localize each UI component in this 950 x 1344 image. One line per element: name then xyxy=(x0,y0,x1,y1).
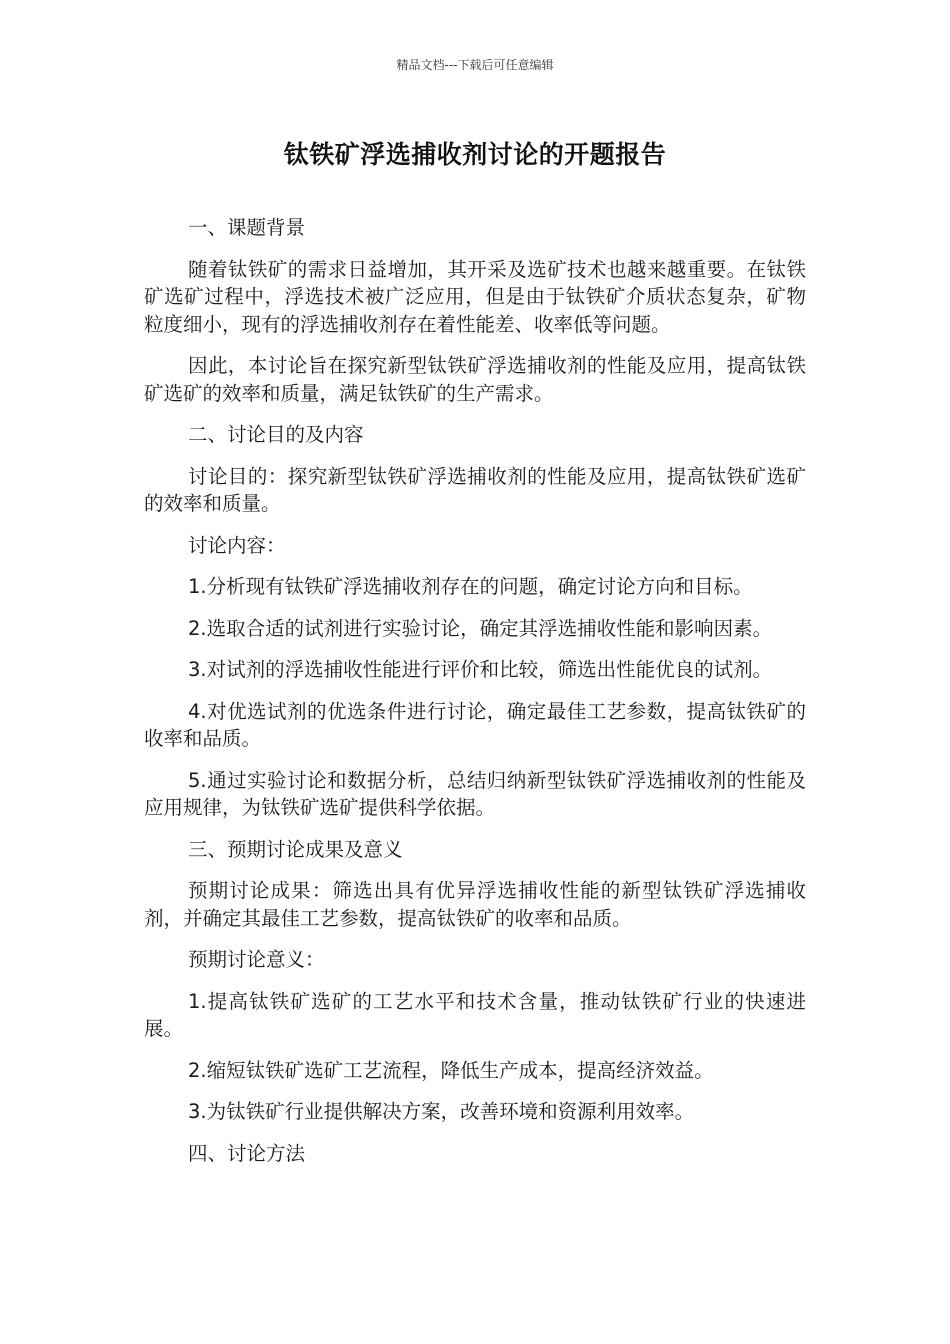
paragraph: 因此，本讨论旨在探究新型钛铁矿浮选捕收剂的性能及应用，提高钛铁矿选矿的效率和质量，满足钛铁矿的生产需求。 xyxy=(144,354,806,405)
list-item: 5.通过实验讨论和数据分析，总结归纳新型钛铁矿浮选捕收剂的性能及应用规律，为钛铁矿选矿提供科学依据。 xyxy=(144,768,806,819)
section-heading-background: 一、课题背景 xyxy=(188,216,306,239)
paragraph: 随着钛铁矿的需求日益增加，其开采及选矿技术也越来越重要。在钛铁矿选矿过程中，浮选技术被广泛应用，但是由于钛铁矿介质状态复杂，矿物粒度细小，现有的浮选捕收剂存在着性能差、收率低等问题。 xyxy=(144,257,806,336)
section-heading-methods: 四、讨论方法 xyxy=(188,1141,306,1165)
paragraph: 讨论目的：探究新型钛铁矿浮选捕收剂的性能及应用，提高钛铁矿选矿的效率和质量。 xyxy=(144,464,806,515)
list-item: 3.对试剂的浮选捕收性能进行评价和比较，筛选出性能优良的试剂。 xyxy=(188,658,773,681)
list-item: 1.提高钛铁矿选矿的工艺水平和技术含量，推动钛铁矿行业的快速进展。 xyxy=(144,989,806,1040)
list-item: 2.缩短钛铁矿选矿工艺流程，降低生产成本，提高经济效益。 xyxy=(188,1058,714,1082)
list-item: 2.选取合适的试剂进行实验讨论，确定其浮选捕收性能和影响因素。 xyxy=(188,616,773,640)
list-item: 4.对优选试剂的优选条件进行讨论，确定最佳工艺参数，提高钛铁矿的收率和品质。 xyxy=(144,699,806,750)
list-item: 3.为钛铁矿行业提供解决方案，改善环境和资源利用效率。 xyxy=(188,1100,695,1123)
paragraph: 预期讨论意义： xyxy=(188,948,325,971)
page-header: 精品文档---下载后可任意编辑 xyxy=(396,58,554,72)
paragraph: 预期讨论成果：筛选出具有优异浮选捕收性能的新型钛铁矿浮选捕收剂，并确定其最佳工艺参数，提高钛铁矿的收率和品质。 xyxy=(144,879,806,930)
document-body xyxy=(144,214,806,1181)
paragraph: 讨论内容： xyxy=(188,533,286,557)
document-title: 钛铁矿浮选捕收剂讨论的开题报告 xyxy=(283,140,667,169)
list-item: 1.分析现有钛铁矿浮选捕收剂存在的问题，确定讨论方向和目标。 xyxy=(188,575,753,598)
section-heading-expected-results: 三、预期讨论成果及意义 xyxy=(188,837,403,861)
section-heading-purpose: 二、讨论目的及内容 xyxy=(188,423,364,446)
